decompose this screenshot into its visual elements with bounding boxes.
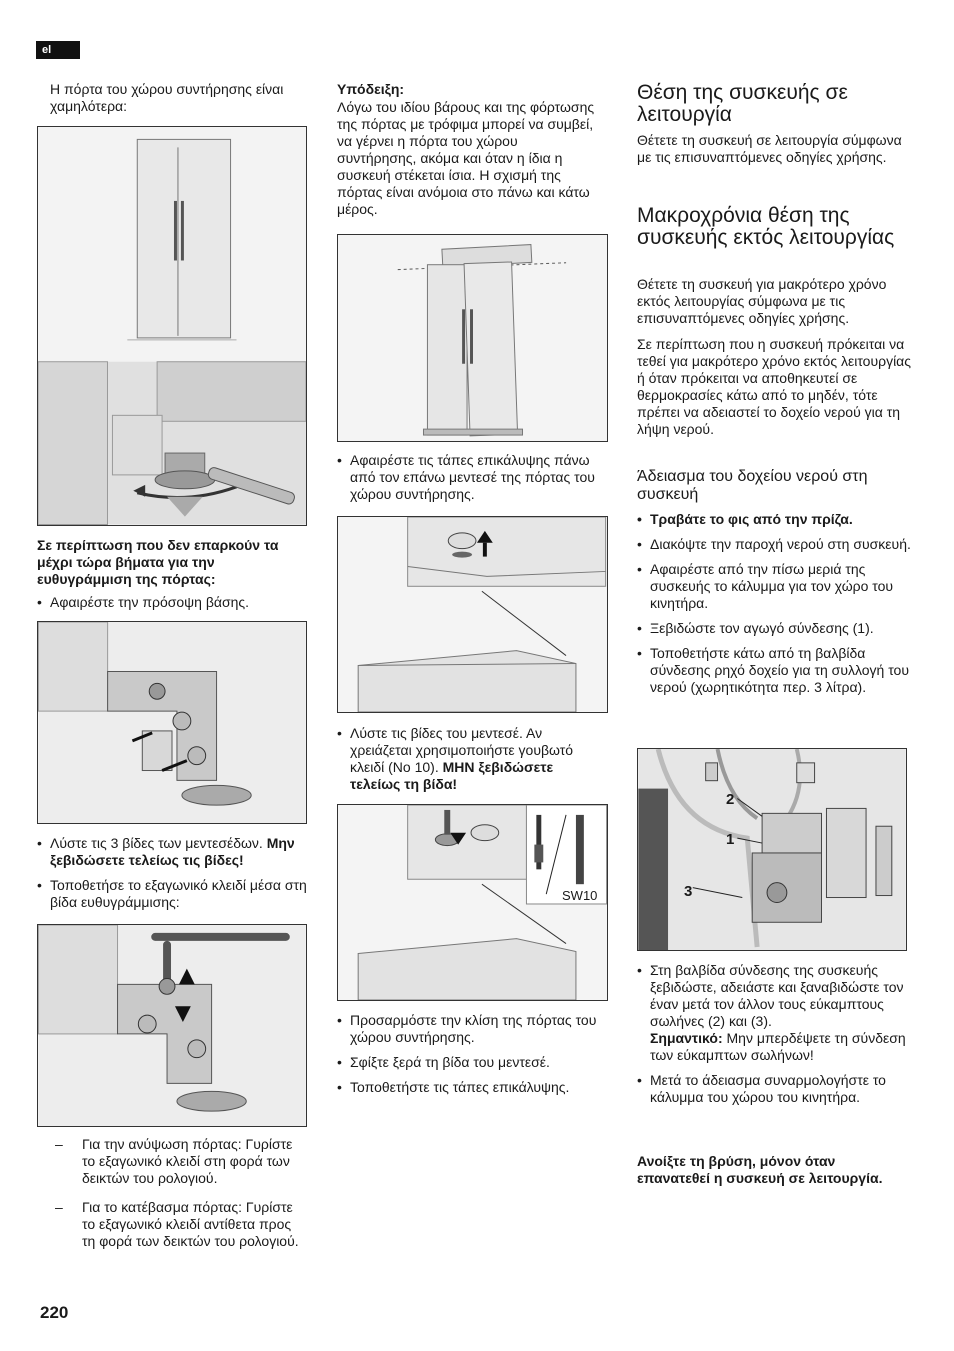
water-valve-illustration bbox=[638, 749, 906, 950]
figure-hex-key bbox=[37, 924, 307, 1127]
callout-1: 1 bbox=[726, 831, 735, 848]
bullet-hex-key: • Τοποθετήσε το εξαγωνικό κλειδί μέσα στη βίδα ευθυγράμμισης: bbox=[37, 877, 317, 911]
loosen-hinge-text: Λύστε τις βίδες του μεντεσέ. Αν χρειάζεται χρησιμοποιήστε γουβωτό κλειδί (Νο 10). bbox=[350, 725, 574, 775]
callout-3: 3 bbox=[684, 883, 693, 900]
operation-text: Θέτετε τη συσκευή σε λειτουργία σύμφωνα με τις επισυναπτόμενες οδηγίες χρήσης. bbox=[637, 132, 902, 165]
dash-lower-door: – Για το κατέβασμα πόρτας: Γυρίστε το εξαγωνικό κλειδί αντίθετα προς τη φορά των δεικτών του ρολογιού. bbox=[37, 1199, 307, 1250]
hex-key-illustration bbox=[38, 925, 306, 1126]
bullet-remove-base: • Αφαιρέστε την πρόσοψη βάσης. bbox=[37, 594, 307, 611]
loosen-hinge-warning: ΜΗΝ ξεβιδώσετε τελείως τη βίδα! bbox=[350, 759, 554, 792]
heading-operation: Θέση της συσκευής σε λειτουργία bbox=[637, 81, 848, 126]
bullet-reassemble-cover: • Μετά το άδειασμα συναρμολογήστε το κάλυμμα του χώρου του κινητήρα. bbox=[637, 1072, 907, 1106]
heading-empty-container: Άδειασμα του δοχείου νερού στη συσκευή bbox=[637, 468, 868, 503]
language-tag: el bbox=[36, 41, 80, 59]
bullet-place-container: • Τοποθετήστε κάτω από τη βαλβίδα σύνδεσης ρηχό δοχείο για τη συλλογή του νερού (χωρητικότητα περ. 3 λίτρα). bbox=[637, 645, 912, 696]
page-number: 220 bbox=[40, 1303, 69, 1322]
important-text: Μην μπερδέψετε τη σύνδεση των εύκαμπτων σωλήνων! bbox=[650, 1030, 906, 1063]
figure-loosen-hinge bbox=[337, 804, 608, 1001]
col1-bullets-b bbox=[37, 835, 317, 919]
lower-hinge-illustration bbox=[38, 622, 306, 823]
figure-fridge-base bbox=[37, 126, 307, 526]
figure-tilted-door bbox=[337, 234, 608, 442]
tool-size-label: SW10 bbox=[562, 888, 598, 903]
loosen-3-warning: Μην ξεβιδώσετε τελείως τις βίδες! bbox=[50, 835, 295, 868]
col2-bullets-c bbox=[337, 1012, 607, 1104]
loosen-3-text: Λύστε τις 3 βίδες των μεντεσέδων. bbox=[50, 835, 263, 851]
figure-remove-caps bbox=[337, 516, 608, 713]
col3-bullets-b bbox=[637, 962, 907, 1114]
col2-bullets-b bbox=[337, 725, 597, 801]
bullet-valve-hoses bbox=[637, 962, 907, 1064]
longterm-text-1: Θέτετε τη συσκευή για μακρότερο χρόνο εκτός λειτουργίας σύμφωνα με τις επισυναπτόμενες οδηγίες χρήσης. bbox=[637, 276, 887, 326]
bullet-tighten-screw: • Σφίξτε ξερά τη βίδα του μεντεσέ. bbox=[337, 1054, 607, 1071]
hint-body: Λόγω του ιδίου βάρους και της φόρτωσης της πόρτας με τρόφιμα μπορεί να συμβεί, να γέρνει η πόρτα του χώρου συντήρησης, ακόμα και όταν η ίδια η συσκευή στέκεται ίσια. Η σχισμή της πόρτας είναι ανόμοια στο πάνω και κάτω μέρος. bbox=[337, 99, 595, 217]
bullet-loosen-3-screws bbox=[37, 835, 317, 869]
col3-bullets-a bbox=[637, 511, 912, 704]
bullet-loosen-hinge bbox=[337, 725, 597, 793]
tilted-door-illustration bbox=[338, 235, 607, 441]
bullet-water-off: • Διακόψτε την παροχή νερού στη συσκευή. bbox=[637, 536, 912, 553]
figure-lower-hinge bbox=[37, 621, 307, 824]
insufficient-steps-note: Σε περίπτωση που δεν επαρκούν τα μέχρι τώρα βήματα για την ευθυγράμμιση της πόρτας: bbox=[37, 537, 279, 587]
col2-bullets-a bbox=[337, 452, 597, 511]
important-label: Σημαντικό: bbox=[650, 1030, 723, 1046]
col1-bullets-a bbox=[37, 594, 307, 619]
remove-caps-illustration bbox=[338, 517, 607, 712]
bullet-unplug: • Τραβάτε το φις από την πρίζα. bbox=[637, 511, 912, 528]
final-warning: Ανοίξτε τη βρύση, μόνον όταν επανατεθεί η συσκευή σε λειτουργία. bbox=[637, 1153, 883, 1186]
heading-longterm: Μακροχρόνια θέση της συσκευής εκτός λειτουργίας bbox=[637, 204, 895, 249]
callout-2: 2 bbox=[726, 791, 735, 808]
valve-hoses-text: Στη βαλβίδα σύνδεσης της συσκευής ξεβιδώστε, αδειάστε και ξαναβιδώστε τον έναν μετά τον άλλον τους εύκαμπτους σωλήνες (2) και (3). bbox=[650, 962, 904, 1029]
dash-raise-door: – Για την ανύψωση πόρτας: Γυρίστε το εξαγωνικό κλειδί στη φορά των δεικτών του ρολογιού. bbox=[37, 1136, 307, 1187]
hint-title: Υπόδειξη: bbox=[337, 81, 405, 97]
bullet-place-caps: • Τοποθετήστε τις τάπες επικάλυψης. bbox=[337, 1079, 607, 1096]
longterm-text-2: Σε περίπτωση που η συσκευή πρόκειται να τεθεί για μακρότερο χρόνο εκτός λειτουργίας ή όταν πρόκειται να αποθηκευτεί σε θερμοκρασίες κάτω από το μηδέν, τότε πρέπει να αδειαστεί το δοχείο νερού για τη λήψη νερού. bbox=[637, 336, 912, 437]
bullet-remove-cover: • Αφαιρέστε από την πίσω μεριά της συσκευής το κάλυμμα για τον χώρο του κινητήρα. bbox=[637, 561, 912, 612]
hex-key-directions bbox=[37, 1136, 307, 1262]
bullet-remove-caps: • Αφαιρέστε τις τάπες επικάλυψης πάνω από τον επάνω μεντεσέ της πόρτας του χώρου συντήρησης. bbox=[337, 452, 597, 503]
figure-water-valve bbox=[637, 748, 907, 951]
intro-text: Η πόρτα του χώρου συντήρησης είναι χαμηλότερα: bbox=[50, 81, 284, 114]
fridge-base-illustration bbox=[38, 127, 306, 525]
bullet-adjust-door: • Προσαρμόστε την κλίση της πόρτας του χώρου συντήρησης. bbox=[337, 1012, 607, 1046]
bullet-unscrew-line: • Ξεβιδώστε τον αγωγό σύνδεσης (1). bbox=[637, 620, 912, 637]
